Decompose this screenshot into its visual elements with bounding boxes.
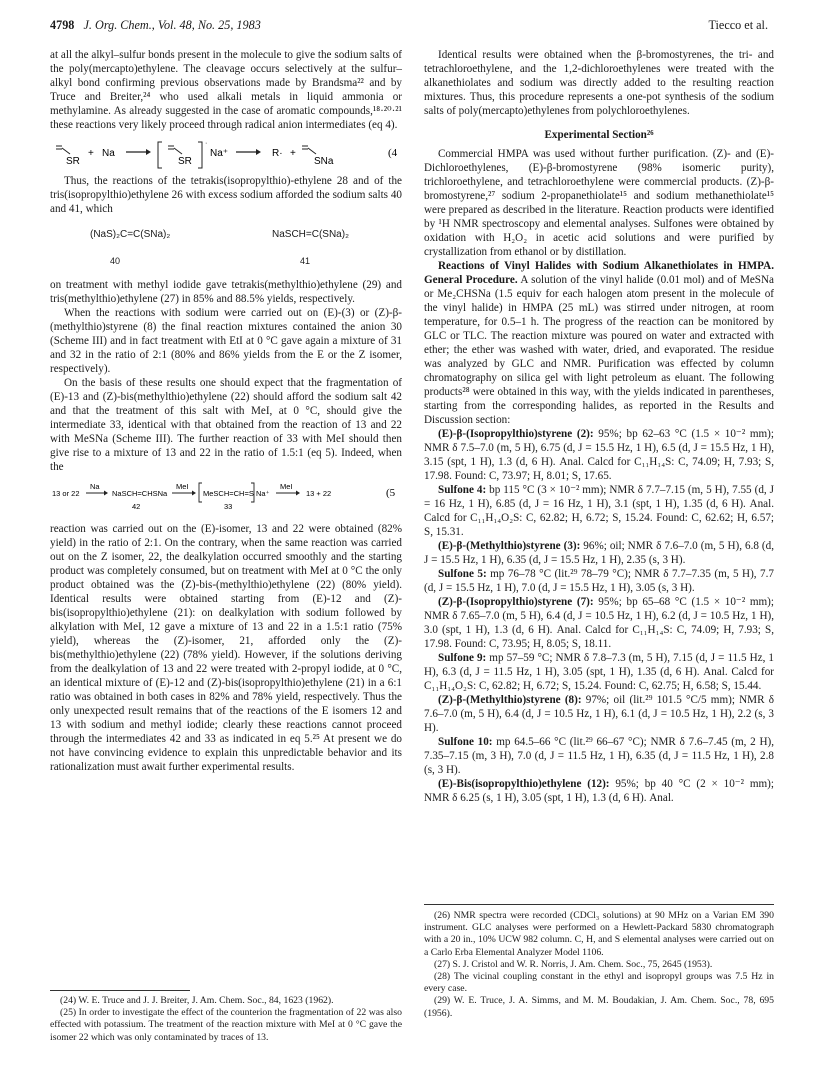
compound-name: Sulfone 9: <box>438 652 487 664</box>
right-footnotes <box>424 904 774 1020</box>
eq4-r: R· <box>272 148 283 159</box>
equation-4-graphic <box>50 140 402 170</box>
equation-4 <box>50 140 402 168</box>
paragraph: on treatment with methyl iodide gave tetrakis(methylthio)ethylene (29) and tris(methylthio)ethylene (27) in 85% and 88.5% yields, respectively. <box>50 279 402 305</box>
structure-41: NaSCH=C(SNa)₂ <box>272 229 349 240</box>
eq4-number: (4 <box>388 147 398 159</box>
section-title: Experimental Section²⁶ <box>544 129 654 141</box>
compound-name: Sulfone 5: <box>438 568 487 580</box>
compound-entry <box>424 539 774 567</box>
page-number: 4798 <box>50 18 75 32</box>
eq4-na: Na <box>102 148 115 159</box>
eq5-arrow2-label: MeI <box>176 482 189 491</box>
compound-entry <box>424 651 774 693</box>
structure-40-number: 40 <box>110 256 121 266</box>
compound-name: (E)-Bis(isopropylthio)ethylene (12): <box>438 778 610 790</box>
compound-entry <box>424 595 774 651</box>
compound-entry <box>424 427 774 483</box>
eq4-sr1: SR <box>66 156 80 167</box>
paragraph <box>424 259 774 427</box>
eq5-33-charge: Na⁺ <box>256 489 270 498</box>
compound-data: mp 57–59 °C; NMR δ 7.8–7.3 (m, 5 H), 7.15 (d, J = 11.5 Hz, 1 H), 6.3 (d, J = 11.5 Hz, 1 H), 3.05 (spt, 1 H), 1.35 (d, 6 H). Anal. Calcd for C₁₁H₁₄O₂S: C, 62.82; H, 6.72; S, 15.24. Found: C, 62.75; H, 6.58; S, 15.44. <box>424 652 774 692</box>
header-authors: Tiecco et al. <box>708 18 768 32</box>
journal-name: J. Org. Chem., <box>83 18 155 32</box>
footnote-29: (29) W. E. Truce, J. A. Simms, and M. M. Boudakian, J. Am. Chem. Soc., 78, 695 (1956). <box>424 995 774 1019</box>
running-header <box>50 18 768 36</box>
svg-text:·: · <box>205 140 208 147</box>
eq5-intermediate-33: MeSCH=CH=S <box>203 489 254 498</box>
footnote-26: (26) NMR spectra were recorded (CDCl₃ solutions) at 90 MHz on a Varian EM 390 instrument. GLC analyses were performed on a Hewlett-Packard 5830 chromatograph with a 20 in., 10% UCW 982 column. C, H, and S elemental analyses were carried out on a Carlo Erba Elemental Analyzer Model 1106. <box>424 910 774 958</box>
eq5-intermediate-42: NaSCH=CHSNa <box>112 489 168 498</box>
right-column <box>424 48 774 805</box>
eq5-arrow1-label: Na <box>90 482 100 491</box>
left-footnotes <box>50 990 402 1044</box>
compound-data: 97%; oil (lit.²⁹ 101.5 °C/5 mm); NMR δ 7.6–7.0 (m, 5 H), 6.4 (d, J = 10.5 Hz, 1 H), 6.1 (d, J = 10.5 Hz, 1 H), 2.2 (s, 3 H). <box>424 694 774 734</box>
compound-data: 95%; bp 65–68 °C (1.5 × 10⁻² mm); NMR δ 7.65–7.0 (m, 5 H), 6.4 (d, J = 10.5 Hz, 1 H), 6.2 (d, J = 10.5 Hz, 1 H), 3.0 (spt, 1 H), 1.3 (d, 6 H). Anal. Calcd for C₁₁H₁₄S: C, 74.09; H, 7.93; S, 17.98. Found: C, 73.95; H, 8.05; S, 18.11. <box>424 596 774 650</box>
footnote-rule <box>50 990 190 991</box>
eq5-number: (5 <box>386 487 396 499</box>
paragraph-text: A solution of the vinyl halide (0.01 mol) and of MeSNa or Me₂CHSNa (1.5 equiv for each halogen atom present in the molecule of the vinyl halide) in HMPA (25 mL) was stirred under nitrogen, at room temperature, for 0.5–1 h. The progress of the reaction can be monitored by GLC or TLC. The reaction mixture was poured on water and extracted with ether; the ether was washed with water, dried, and evaporated. The residue was analyzed by GLC and NMR. Purification was effected by column chromatography on silica gel with light petroleum as eluant. The following products²⁸ were obtained in this way, with the yields indicated in parentheses, starting from the corresponding halides, as reported in the Results and Discussion section: <box>424 274 774 426</box>
compound-data: mp 76–78 °C (lit.²⁹ 78–79 °C); NMR δ 7.7–7.35 (m, 5 H), 7.7 (d, J = 15.5 Hz, 1 H), 7.0 (d, J = 15.5 Hz, 1 H), 3.05 (s, 3 H). <box>424 568 774 594</box>
subsection-title: Reactions of Vinyl Halides with Sodium Alkanethiolates in HMPA. General Procedure. <box>424 260 774 286</box>
footnote-27: (27) S. J. Cristol and W. R. Norris, J. Am. Chem. Soc., 75, 2645 (1953). <box>434 958 713 970</box>
eq5-end: 13 + 22 <box>306 489 332 498</box>
eq4-plus: + <box>88 148 94 159</box>
compound-name: (E)-β-(Isopropylthio)styrene (2): <box>438 428 594 440</box>
compound-entry <box>424 483 774 539</box>
compound-entry <box>424 567 774 595</box>
footnote-24: (24) W. E. Truce and J. J. Breiter, J. Am. Chem. Soc., 84, 1623 (1962). <box>60 995 334 1006</box>
structure-40: (NaS)₂C=C(SNa)₂ <box>90 229 171 240</box>
paragraph: at all the alkyl–sulfur bonds present in the molecule to give the sodium salts of the poly(mercapto)ethylene. The cleavage occurs selectively at the sulfur–alkyl bond confirming previous observations made by Brandsma²² and by Truce and Breiter,²⁴ who used alkali metals in liquid ammonia or methylamine. As already suggested in the case of aromatic compounds,¹⁸·²⁰·²¹ these reactions very likely proceed through radical anion intermediates (eq 4). <box>50 49 402 131</box>
compound-name: (Z)-β-(Methylthio)styrene (8): <box>438 694 582 706</box>
equation-5 <box>50 482 402 512</box>
compound-entry <box>424 777 774 805</box>
compound-data: mp 64.5–66 °C (lit.²⁹ 66–67 °C); NMR δ 7.6–7.45 (m, 2 H), 7.35–7.15 (m, 3 H), 7.0 (d, J = 11.5 Hz, 1 H), 6.35 (d, J = 11.5 Hz, 1 H), 2.8 (s, 3 H). <box>424 736 775 776</box>
footnote-28: (28) The vicinal coupling constant in the ethyl and isopropyl groups was 7.5 Hz in every case. <box>424 971 774 995</box>
paragraph: Identical results were obtained when the β-bromostyrenes, the tri- and tetrachloroethylene, and the 1,2-dichloroethylenes were treated with the alkanethiolates and sodium was directly added to the resulting reaction mixtures. Thus, this procedure represents a one-pot synthesis of the sodium salts of poly(mercapto)ethylenes from polychloroethylenes. <box>424 49 774 117</box>
left-column <box>50 48 402 774</box>
footnote-rule <box>424 904 774 905</box>
compound-data: bp 115 °C (3 × 10⁻² mm); NMR δ 7.7–7.15 (m, 5 H), 7.55 (d, J = 16 Hz, 1 H), 6.85 (d, J = 16 Hz, 1 H), 3.1 (spt, 1 H), 1.35 (d, 6 H). Anal. Calcd for C₁₁H₁₄O₂S: C, 62.82; H, 6.72; S, 15.24. Found: C, 62.62; H, 6.57; S, 15.31. <box>424 484 774 538</box>
compound-data: 95%; bp 62–63 °C (1.5 × 10⁻² mm); NMR δ 7.5–7.0 (m, 5 H), 6.75 (d, J = 15.5 Hz, 1 H), 6.5 (d, J = 15.5 Hz, 1 H), 3.15 (spt, 1 H), 1.3 (d, 6 H). Anal. Calcd for C₁₁H₁₄S: C, 74.09; H, 7.93; S, 17.98. Found: C, 73.97; H, 8.01; S, 17.65. <box>424 428 774 482</box>
eq4-na-plus: Na⁺ <box>210 148 229 159</box>
paragraph: When the reactions with sodium were carried out on (E)-(3) or (Z)-β-(methylthio)styrene (8) the final reaction mixtures contained the anion 30 (Scheme III) and in fact treatment with EtI at 0 °C gave again a mixture of 31 and 32 in the ratio of 2:1 (80% and 86% yields from the E or the Z isomer, respectively). <box>50 307 402 375</box>
paragraph: On the basis of these results one should expect that the fragmentation of (E)-13 and (Z)-bis(methylthio)ethylene (22) should afford the sodium salt 42 and that the treatment of this salt with MeI, at 0 °C, should give the intermediate 33, identical with that obtained from the reaction of 13 and 22 with MeSNa (Scheme III). The further reaction of 33 with MeI should then give rise to a mixture of 13 and 22 in the ratio of 1.5:1 (eq 5). Indeed, when the <box>50 377 402 473</box>
footnote-25: (25) In order to investigate the effect of the counterion the fragmentation of 22 was also effected with potassium. The treatment of the reaction mixture with MeI at 0 °C gave the isomer 22 which was only contaminated by traces of 13. <box>50 1007 402 1043</box>
journal-volume: Vol. 48, No. 25, 1983 <box>157 18 261 32</box>
eq5-33-number: 33 <box>224 502 233 511</box>
compound-data: 96%; oil; NMR δ 7.6–7.0 (m, 5 H), 6.8 (d, J = 15.5 Hz, 1 H), 6.35 (d, J = 15.5 Hz, 1 H), 2.35 (s, 3 H). <box>424 540 774 566</box>
eq5-arrow3-label: MeI <box>280 482 293 491</box>
equation-5-graphic <box>50 482 402 512</box>
compound-name: Sulfone 4: <box>438 484 487 496</box>
compound-entry <box>424 693 774 735</box>
header-left <box>50 18 261 33</box>
paragraph: Commercial HMPA was used without further purification. (Z)- and (E)-Dichloroethylenes, (E)-β-bromostyrene (98% isomeric purity), trichloroethylene, and tetrachloroethylene were commercial products. (Z)-β-bromostyrene,²⁷ sodium 2-propanethiolate¹⁵ and sodium methanethiolate¹⁵ were prepared as described in the literature. Reaction products were identified by ¹H NMR spectroscopy and elemental analyses. Sulfones were obtained by oxidation with H₂O₂ in acetic acid solutions and were purified by crystallization from ethanol or by distillation. <box>424 148 774 258</box>
compound-data: 95%; bp 40 °C (2 × 10⁻² mm); NMR δ 6.25 (s, 1 H), 3.05 (spt, 1 H), 1.3 (d, 6 H). Anal. <box>424 778 774 804</box>
paragraph: reaction was carried out on the (E)-isomer, 13 and 22 were obtained (82% yield) in the ratio of 2:1. On the contrary, when the same reaction was carried out on the Z isomer, 22, the dealkylation occurred smoothly and the starting product was completely consumed, but on treatment with MeI at 0 °C the only product obtained was the (Z)-bis-(methylthio)ethylene (22) (80% yield). Identical results were obtained starting from (E)-12 and (Z)-bis(isopropylthio)ethylene (21): on dealkylation with sodium followed by alkylation with MeI, 12 gave a mixture of 13 and 22 in a 1.5:1 ratio (75% yield), whereas the (Z)-isomer, 21, afforded only the (Z)-bis(methylthio)ethylene (22) (78% yield). However, if the solutions deriving from the dealkylation of 13 and 22 were treated with 2-propyl iodide, at 0 °C, an identical mixture of (E)-12 and (Z)-bis(isopropylthio)ethylene (21) in a 6:1 ratio was obtained in both cases in 82% and 78% yield, respectively. Thus the only unexpected result remains that of the reactions of the E isomers 12 and 13 with sodium and methyl iodide; clearly these reactions cannot proceed through the intermediates 42 and 33 as indicated in eq 5.²⁵ At present we do not have convincing evidence to explain this unpredictable behavior and its rationalization must await further experimental results. <box>50 523 402 773</box>
structures-40-41 <box>50 220 402 272</box>
compound-name: Sulfone 10: <box>438 736 493 748</box>
structure-41-number: 41 <box>300 256 311 266</box>
eq4-sna: SNa <box>314 156 334 167</box>
compound-name: (Z)-β-(Isopropylthio)styrene (7): <box>438 596 594 608</box>
compound-name: (E)-β-(Methylthio)styrene (3): <box>438 540 581 552</box>
paragraph: Thus, the reactions of the tetrakis(isopropylthio)-ethylene 28 and of the tris(isopropylthio)ethylene 26 with excess sodium afforded the sodium salts 40 and 41, which <box>50 175 402 215</box>
eq4-sr2: SR <box>178 156 192 167</box>
compound-entry <box>424 735 774 777</box>
eq5-42-number: 42 <box>132 502 141 511</box>
eq5-start: 13 or 22 <box>52 489 80 498</box>
eq4-plus2: + <box>290 148 296 159</box>
